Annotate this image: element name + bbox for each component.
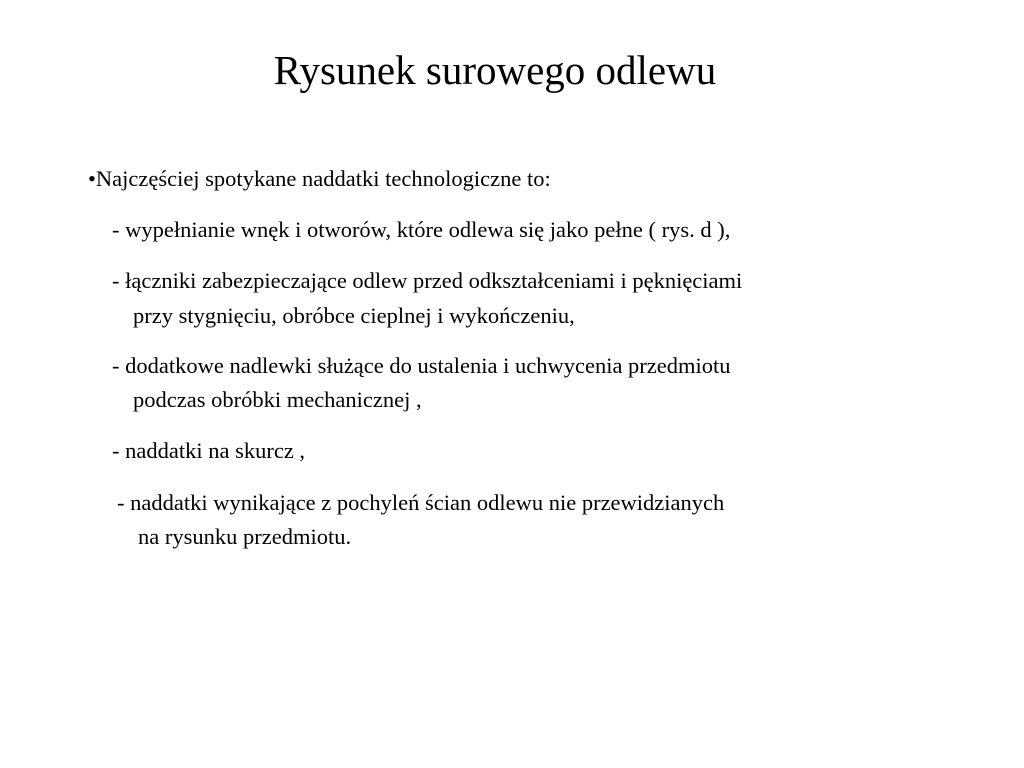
list-item-5-line-2: na rysunku przedmiotu. [138, 524, 352, 549]
list-item-2-line-1: - łączniki zabezpieczające odlew przed odkształceniami i pęknięciami [112, 268, 743, 293]
list-item-1-line-1: - wypełnianie wnęk i otworów, które odlewa się jako pełne ( rys. d ), [112, 217, 731, 242]
list-item-5-line-1: - naddatki wynikające z pochyleń ścian odlewu nie przewidzianych [117, 490, 725, 515]
slide-title: Rysunek surowego odlewu [273, 47, 717, 93]
list-item-4-line-1: - naddatki na skurcz , [112, 438, 306, 463]
list-item-3-line-2: podczas obróbki mechanicznej , [133, 387, 422, 412]
list-item-3-line-1: - dodatkowe nadlewki służące do ustalenia i uchwycenia przedmiotu [112, 353, 731, 378]
intro-bullet: •Najczęściej spotykane naddatki technologiczne to: [88, 166, 551, 191]
list-item-2-line-2: przy stygnięciu, obróbce cieplnej i wykończeniu, [133, 303, 575, 328]
